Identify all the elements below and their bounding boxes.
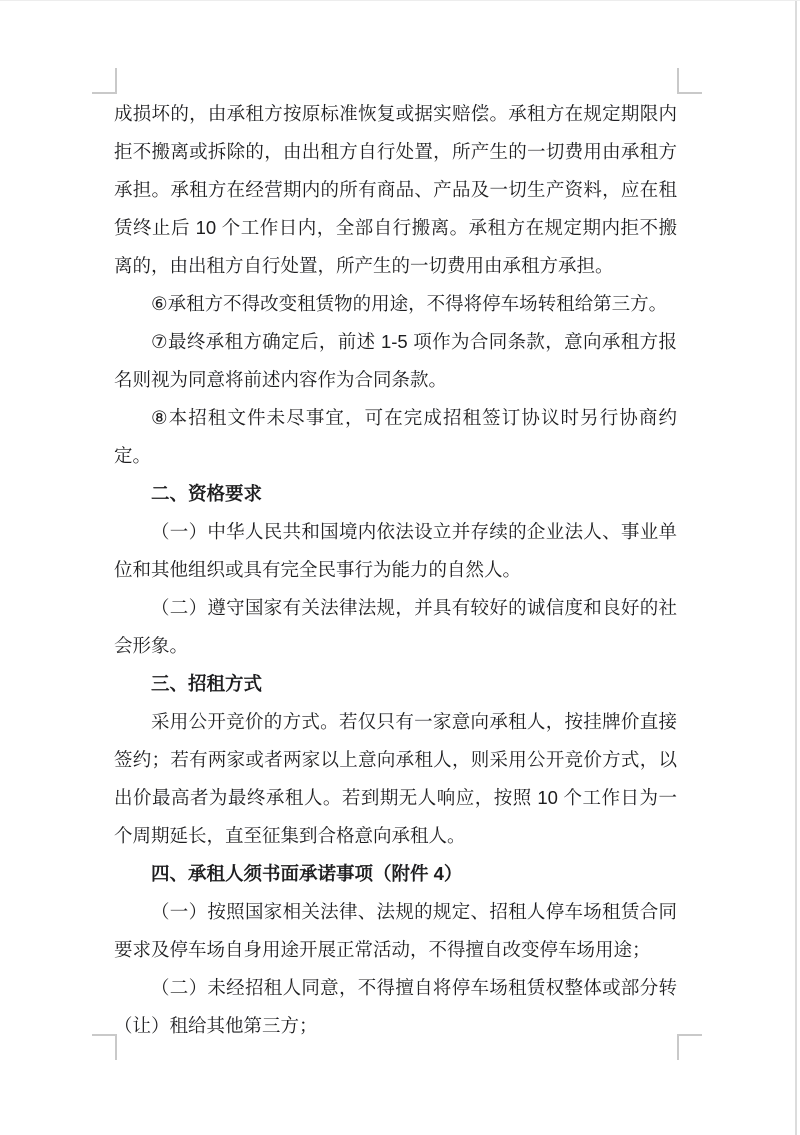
- paragraph-continuation: 成损坏的，由承租方按原标准恢复或据实赔偿。承租方在规定期限内拒不搬离或拆除的，由出租方自行处置，所产生的一切费用由承租方承担。承租方在经营期内的所有商品、产品及一切生产资料，应在租赁终止后 10 个工作日内，全部自行搬离。承租方在规定期内拒不搬离的，由出租方自行处置，所产生的一切费用由承租方承担。: [114, 103, 677, 276]
- heading-section-2: 二、资格要求: [151, 483, 263, 504]
- heading-section-3: 三、招租方式: [151, 673, 263, 694]
- paragraph-clause-8: ⑧本招租文件未尽事宜，可在完成招租签订协议时另行协商约定。: [114, 407, 677, 466]
- margin-crop-mark-top-left: [92, 68, 117, 94]
- document-body: [114, 95, 677, 1045]
- margin-crop-mark-top-right: [677, 68, 702, 94]
- paragraph-section-2-item-1: （一）中华人民共和国境内依法设立并存续的企业法人、事业单位和其他组织或具有完全民事行为能力的自然人。: [114, 521, 677, 580]
- paragraph-section-2-item-2: （二）遵守国家有关法律法规，并具有较好的诚信度和良好的社会形象。: [114, 597, 677, 656]
- heading-section-4: 四、承租人须书面承诺事项（附件 4）: [151, 863, 463, 884]
- margin-crop-mark-bottom-right: [677, 1034, 702, 1060]
- paragraph-clause-6: ⑥承租方不得改变租赁物的用途，不得将停车场转租给第三方。: [151, 293, 668, 314]
- paragraph-section-4-item-2: （二）未经招租人同意，不得擅自将停车场租赁权整体或部分转（让）租给其他第三方；: [114, 977, 677, 1036]
- paragraph-clause-7: ⑦最终承租方确定后，前述 1-5 项作为合同条款，意向承租方报名则视为同意将前述内容作为合同条款。: [114, 331, 677, 390]
- paragraph-section-3-body: 采用公开竞价的方式。若仅只有一家意向承租人，按挂牌价直接签约；若有两家或者两家以上意向承租人，则采用公开竞价方式，以出价最高者为最终承租人。若到期无人响应，按照 10 个工作日为一个周期延长，直至征集到合格意向承租人。: [114, 711, 677, 846]
- page-edge-line: [795, 1, 797, 1135]
- paragraph-section-4-item-1: （一）按照国家相关法律、法规的规定、招租人停车场租赁合同要求及停车场自身用途开展正常活动，不得擅自改变停车场用途；: [114, 901, 677, 960]
